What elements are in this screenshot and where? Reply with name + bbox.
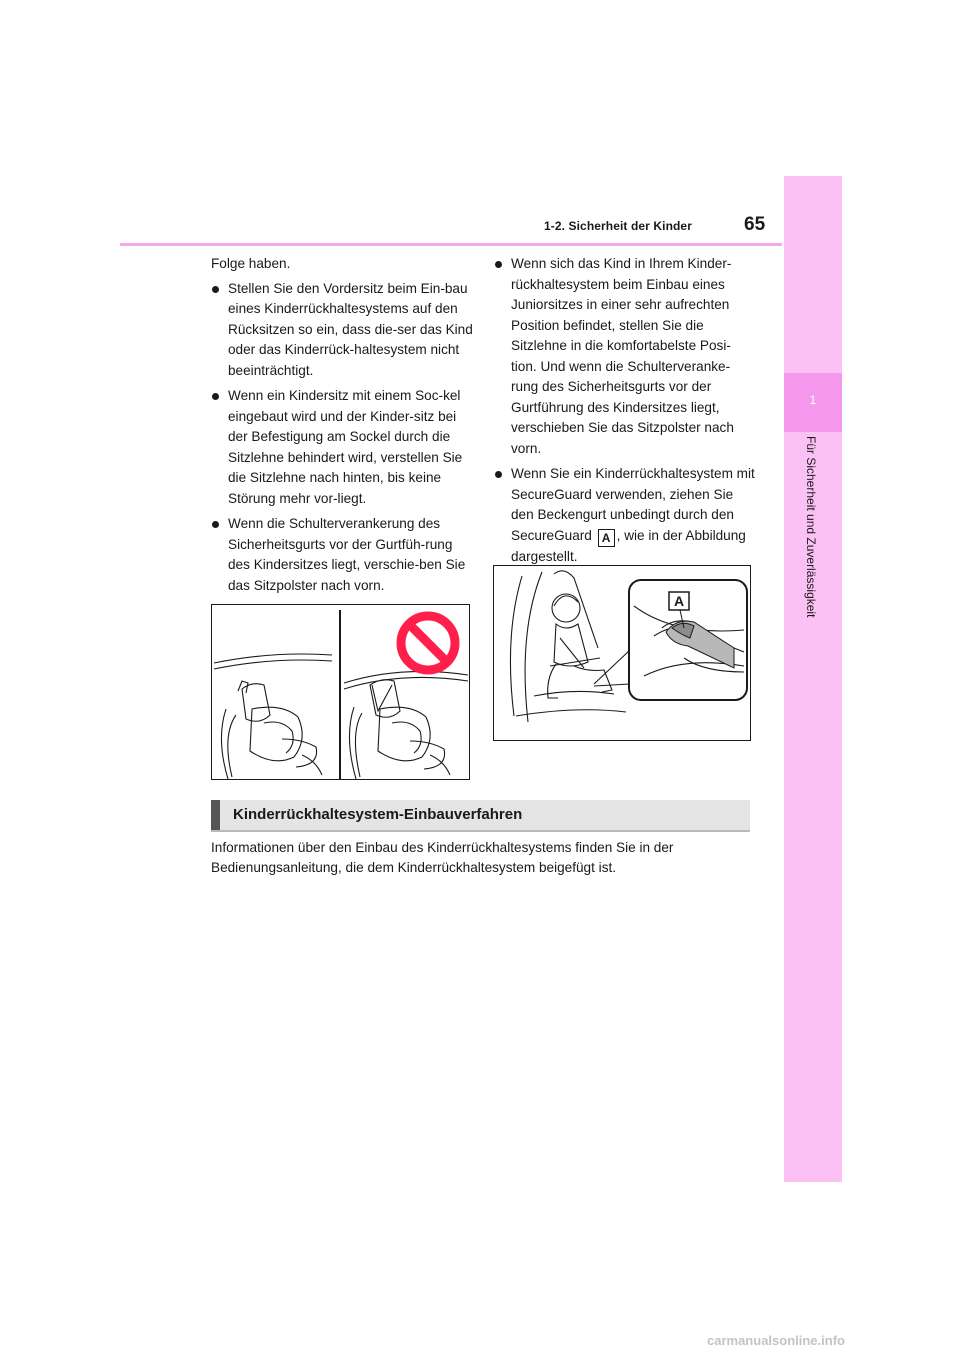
section-header-box	[211, 800, 750, 832]
paragraph-lead: Folge haben.	[211, 256, 291, 271]
left-column	[211, 254, 473, 601]
bullet-dot-icon	[212, 393, 219, 400]
bullet-item	[494, 254, 756, 459]
section-marker	[211, 800, 220, 830]
section-header-title: 1-2. Sicherheit der Kinder	[544, 219, 692, 233]
chapter-side-tab	[784, 176, 842, 1182]
header-divider	[120, 243, 782, 246]
bullet-text: Stellen Sie den Vordersitz beim Ein-bau eines Kinderrückhaltesystems auf den Rücksitzen so ein, dass die-ser das Kind oder das Kinderrück-haltesystem nicht beeinträchtigt.	[228, 280, 473, 378]
seat-adjustment-drawing	[212, 605, 469, 779]
illustration-secureguard	[493, 565, 751, 741]
callout-label-a: A	[673, 593, 685, 609]
section-body-text: Informationen über den Einbau des Kinderrückhaltesystems finden Sie in der Bedienungsanleitung, die dem Kinderrückhaltesystem beigefügt ist.	[211, 840, 674, 875]
watermark: carmanualsonline.info	[707, 1333, 845, 1348]
prohibited-icon	[401, 616, 455, 670]
chapter-number: 1	[809, 393, 817, 407]
chapter-title	[802, 436, 822, 666]
bullet-item	[211, 386, 473, 509]
illustration-seat-adjustment	[211, 604, 470, 780]
section-title: Kinderrückhaltesystem-Einbauverfahren	[233, 806, 523, 823]
secureguard-drawing	[494, 566, 750, 740]
detail-callout	[629, 580, 747, 700]
bullet-dot-icon	[212, 521, 219, 528]
right-column	[494, 254, 756, 572]
callout-badge-a: A	[598, 529, 615, 547]
bullet-dot-icon	[495, 471, 502, 478]
page-number: 65	[744, 214, 766, 235]
bullet-item	[211, 514, 473, 596]
bullet-dot-icon	[495, 261, 502, 268]
bullet-text: , wie in der Abbildung dargestellt.	[511, 527, 746, 564]
bullet-item	[494, 464, 756, 567]
bullet-item	[211, 279, 473, 382]
bullet-text: Wenn Sie ein Kinderrückhaltesystem mit SecureGuard verwenden, ziehen Sie den Beckengurt unbedingt durch den SecureGuard	[511, 466, 755, 543]
bullet-text: Wenn ein Kindersitz mit einem Soc-kel eingebaut wird und der Kinder-sitz bei der Befestigung am Sockel durch die Sitzlehne behindert wird, verstellen Sie die Sitzlehne nach hinten, bis keine Störung mehr vor-liegt.	[228, 388, 463, 506]
chapter-title-text: Für Sicherheit und Zuverlässigkeit	[804, 436, 818, 618]
bullet-dot-icon	[212, 286, 219, 293]
bullet-text: Wenn die Schulterverankerung des Sicherheitsgurts vor der Gurtfüh-rung des Kindersitzes liegt, verschie-ben Sie das Sitzpolster nach vorn.	[228, 516, 466, 593]
bullet-text: Wenn sich das Kind in Ihrem Kinder-rückhaltesystem beim Einbau eines Juniorsitzes in einer sehr aufrechten Position befindet, stellen Sie die Sitzlehne in die komfortabelste Posi-tion. Und wenn die Schulterveranke-rung des Sicherheitsgurts vor der Gurtführung des Kindersitzes liegt, verschieben Sie das Sitzpolster nach vorn.	[511, 256, 734, 456]
